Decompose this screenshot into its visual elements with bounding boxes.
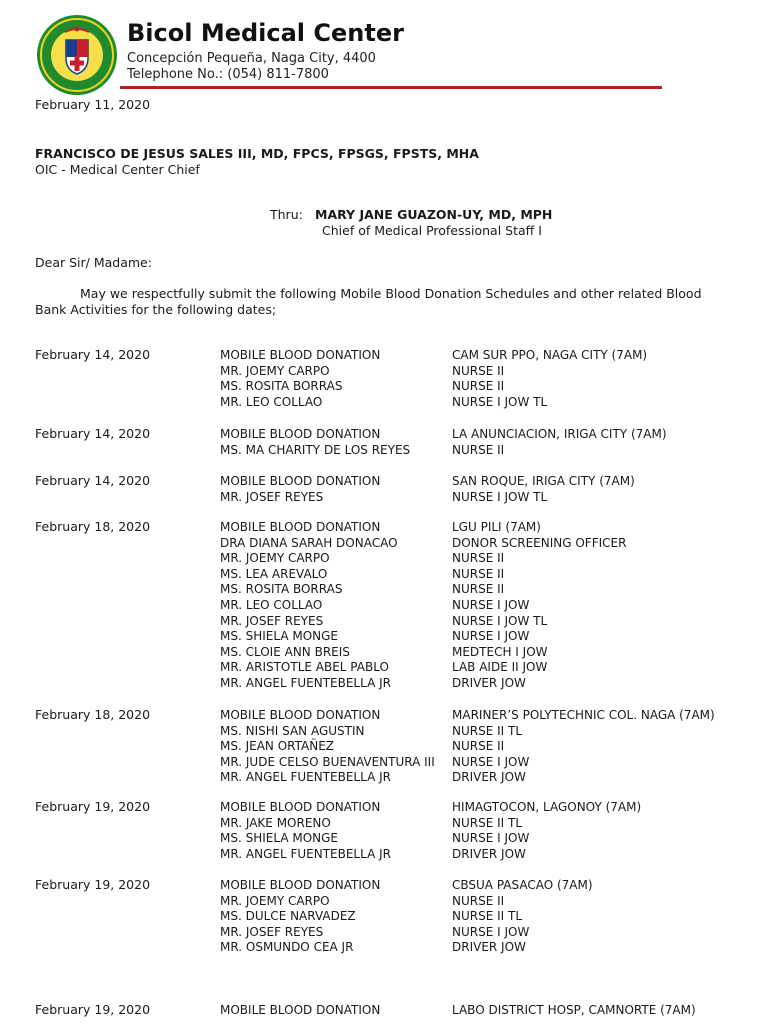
- schedule-date: February 18, 2020: [35, 707, 151, 722]
- staff-position: NURSE II: [452, 442, 505, 457]
- staff-name: MR. JUDE CELSO BUENAVENTURA III: [220, 754, 435, 769]
- staff-position: NURSE I JOW: [452, 754, 530, 769]
- staff-position: DRIVER JOW: [452, 940, 526, 955]
- schedule-date: February 19, 2020: [35, 1002, 151, 1017]
- activity-venue: HIMAGTOCON, LAGONOY (7AM): [452, 800, 642, 814]
- organization-name: Bicol Medical Center: [127, 19, 404, 47]
- staff-name: MS. CLOIE ANN BREIS: [220, 644, 350, 659]
- staff-position: NURSE II: [452, 566, 505, 581]
- staff-name: MR. JOSEF REYES: [220, 489, 324, 504]
- staff-name: MS. ROSITA BORRAS: [220, 582, 343, 597]
- staff-position: NURSE II: [452, 582, 505, 597]
- organization-phone: Telephone No.: (054) 811-7800: [127, 67, 329, 82]
- recipient-title: OIC - Medical Center Chief: [35, 162, 200, 177]
- staff-position: NURSE II: [452, 893, 505, 908]
- staff-name: MR. ARISTOTLE ABEL PABLO: [220, 660, 389, 675]
- activity-venue: CAM SUR PPO, NAGA CITY (7AM): [452, 348, 648, 362]
- staff-name: MS. MA CHARITY DE LOS REYES: [220, 442, 411, 457]
- schedule-date: February 14, 2020: [35, 347, 151, 362]
- staff-position: NURSE I JOW: [452, 629, 530, 644]
- organization-address: Concepción Pequeña, Naga City, 4400: [127, 51, 376, 66]
- thru-label: Thru:: [270, 207, 303, 222]
- staff-name: MS. ROSITA BORRAS: [220, 379, 343, 394]
- schedule-date: February 14, 2020: [35, 473, 151, 488]
- thru-name: MARY JANE GUAZON-UY, MD, MPH: [315, 207, 553, 222]
- activity-name: MOBILE BLOOD DONATION: [220, 878, 381, 892]
- staff-position: NURSE I JOW: [452, 924, 530, 939]
- schedule-date: February 18, 2020: [35, 519, 151, 534]
- staff-name: DRA DIANA SARAH DONACAO: [220, 535, 398, 550]
- staff-name: MR. JOSEF REYES: [220, 924, 324, 939]
- staff-position: DRIVER JOW: [452, 676, 526, 690]
- activity-venue: LABO DISTRICT HOSP, CAMNORTE (7AM): [452, 1003, 696, 1017]
- staff-position: NURSE II: [452, 739, 505, 754]
- letter-date: February 11, 2020: [35, 97, 151, 112]
- schedule-date: February 19, 2020: [35, 877, 151, 892]
- staff-name: MR. LEO COLLAO: [220, 598, 323, 612]
- staff-name: MS. LEA AREVALO: [220, 566, 328, 581]
- staff-position: MEDTECH I JOW: [452, 644, 548, 659]
- staff-position: DRIVER JOW: [452, 846, 526, 861]
- staff-position: NURSE I JOW TL: [452, 613, 548, 628]
- staff-position: DONOR SCREENING OFFICER: [452, 535, 627, 550]
- staff-name: MR. JAKE MORENO: [220, 815, 331, 830]
- schedule-date: February 14, 2020: [35, 426, 151, 441]
- activity-name: MOBILE BLOOD DONATION: [220, 800, 381, 814]
- staff-position: NURSE II TL: [452, 723, 523, 738]
- schedule-date: February 19, 2020: [35, 799, 151, 814]
- staff-name: MR. LEO COLLAO: [220, 394, 323, 409]
- staff-position: NURSE II TL: [452, 815, 523, 830]
- staff-name: MR. ANGEL FUENTEBELLA JR: [220, 770, 391, 785]
- activity-venue: SAN ROQUE, IRIGA CITY (7AM): [452, 474, 635, 488]
- staff-name: MS. DULCE NARVADEZ: [220, 909, 356, 924]
- activity-name: MOBILE BLOOD DONATION: [220, 348, 381, 362]
- staff-position: NURSE II: [452, 379, 505, 394]
- staff-position: DRIVER JOW: [452, 770, 526, 785]
- salutation: Dear Sir/ Madame:: [35, 255, 152, 270]
- activity-venue: CBSUA PASACAO (7AM): [452, 878, 593, 892]
- staff-name: MR. ANGEL FUENTEBELLA JR: [220, 676, 391, 690]
- staff-position: LAB AIDE II JOW: [452, 660, 548, 675]
- staff-position: NURSE II TL: [452, 909, 523, 924]
- activity-name: MOBILE BLOOD DONATION: [220, 708, 381, 722]
- staff-name: MS. NISHI SAN AGUSTIN: [220, 723, 365, 738]
- staff-name: MR. JOEMY CARPO: [220, 551, 330, 566]
- staff-position: NURSE I JOW: [452, 831, 530, 846]
- activity-name: MOBILE BLOOD DONATION: [220, 520, 381, 534]
- staff-name: MR. JOSEF REYES: [220, 613, 324, 628]
- staff-name: MR. ANGEL FUENTEBELLA JR: [220, 846, 391, 861]
- staff-position: NURSE I JOW: [452, 598, 530, 612]
- activity-name: MOBILE BLOOD DONATION: [220, 1003, 381, 1017]
- staff-position: NURSE I JOW TL: [452, 489, 548, 504]
- staff-name: MR. JOEMY CARPO: [220, 363, 330, 378]
- staff-name: MS. SHIELA MONGE: [220, 629, 339, 644]
- staff-name: MS. SHIELA MONGE: [220, 831, 339, 846]
- activity-venue: MARINER’S POLYTECHNIC COL. NAGA (7AM): [452, 708, 715, 722]
- body-paragraph: May we respectfully submit the following Mobile Blood Donation Schedules and other related Blood Bank Activities for the following dates;: [35, 286, 702, 317]
- staff-position: NURSE II: [452, 363, 505, 378]
- staff-name: MR. JOEMY CARPO: [220, 893, 330, 908]
- thru-title: Chief of Medical Professional Staff I: [322, 223, 542, 238]
- activity-name: MOBILE BLOOD DONATION: [220, 474, 381, 488]
- activity-venue: LGU PILI (7AM): [452, 520, 541, 534]
- staff-name: MS. JEAN ORTAÑEZ: [220, 739, 335, 754]
- recipient-name: FRANCISCO DE JESUS SALES III, MD, FPCS, FPSGS, FPSTS, MHA: [35, 146, 479, 161]
- staff-name: MR. OSMUNDO CEA JR: [220, 940, 354, 955]
- activity-venue: LA ANUNCIACION, IRIGA CITY (7AM): [452, 427, 667, 441]
- activity-name: MOBILE BLOOD DONATION: [220, 427, 381, 441]
- staff-position: NURSE I JOW TL: [452, 394, 548, 409]
- staff-position: NURSE II: [452, 551, 505, 566]
